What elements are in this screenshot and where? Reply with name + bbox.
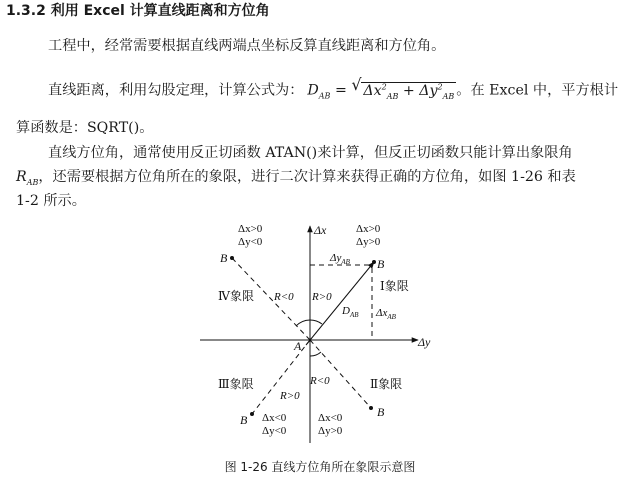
- paragraph-azimuth-line3: 1-2 所示。: [16, 193, 86, 209]
- b-label-q3: B: [240, 413, 248, 427]
- sqrt-symbol: √ $\Delta x^2_{AB} + \Delta y^2_{AB}$: [351, 75, 455, 101]
- paragraph-azimuth-line1: 直线方位角，通常使用反正切函数 ATAN()来计算，但反正切函数只能计算出象限角: [48, 145, 573, 161]
- b-label-q4: B: [220, 251, 228, 265]
- d-segment-label: $D_{AB}$: [342, 305, 359, 319]
- point-b-q3: [250, 412, 254, 416]
- q4-cond-dy: Δy<0: [238, 236, 263, 248]
- quadrant-4-label: Ⅳ象限: [218, 289, 254, 303]
- distance-formula: $D_{AB}$ = √ $\Delta x^2_{AB} + \Delta y^2_{AB}$: [307, 77, 456, 107]
- section-heading: [6, 2, 270, 20]
- angle-arc-q4: [296, 320, 310, 326]
- paragraph-intro: 工程中，经常需要根据直线两端点坐标反算直线距离和方位角。: [48, 38, 446, 54]
- origin-label: A: [294, 339, 302, 353]
- quadrant-2-label: Ⅱ象限: [370, 377, 403, 391]
- paragraph-azimuth-line2: $R_{AB}$，还需要根据方位角所在的象限，进行二次计算来获得正确的方位角，如图 1-26 和表: [16, 169, 576, 187]
- axis-x-label: Δx: [314, 223, 327, 237]
- quadrant-diagram: [190, 218, 440, 458]
- section-number: 1.3.2: [6, 3, 46, 19]
- distance-text-tail: 。在 Excel 中，平方根计: [456, 82, 619, 99]
- q1-cond-dy: Δy>0: [356, 236, 381, 248]
- q2-cond-dx: Δx<0: [318, 412, 343, 424]
- r-ab-symbol: $R_{AB}$: [16, 169, 39, 187]
- angle-arc-q2: [310, 352, 321, 356]
- quadrant-3-label: Ⅲ象限: [218, 377, 254, 391]
- r-label-q1: R>0: [312, 291, 332, 303]
- point-b-q1: [372, 260, 376, 264]
- q1-cond-dx: Δx>0: [356, 223, 381, 235]
- q3-cond-dx: Δx<0: [262, 412, 287, 424]
- q4-cond-dx: Δx>0: [238, 223, 263, 235]
- dy-segment-label: $\Delta y_{AB}$: [330, 252, 350, 266]
- point-b-q2: [369, 406, 373, 410]
- q2-cond-dy: Δy>0: [318, 425, 343, 437]
- ab-line-q1: [306, 262, 374, 345]
- q3-cond-dy: Δy<0: [262, 425, 287, 437]
- b-label-q2: B: [377, 405, 385, 419]
- angle-arc-q1: [310, 320, 322, 324]
- r-label-q4: R<0: [274, 291, 294, 303]
- r-label-q2: R<0: [310, 375, 330, 387]
- axis-y-label: Δy: [418, 335, 431, 349]
- distance-text: 直线距离，利用勾股定理，计算公式为：: [48, 82, 304, 99]
- dx-segment-label: $\Delta x_{AB}$: [376, 307, 396, 321]
- quadrant-1-label: Ⅰ象限: [380, 279, 409, 293]
- paragraph-sqrt: 算函数是：SQRT()。: [16, 120, 154, 136]
- figure-caption: 图 1-26 直线方位角所在象限示意图: [224, 460, 416, 474]
- r-label-q3: R>0: [280, 390, 300, 402]
- paragraph-distance: [48, 77, 640, 107]
- section-title: 利用 Excel 计算直线距离和方位角: [50, 3, 270, 19]
- ab-line-q2: [310, 340, 371, 408]
- b-label-q1: B: [377, 257, 385, 271]
- point-b-q4: [230, 256, 234, 260]
